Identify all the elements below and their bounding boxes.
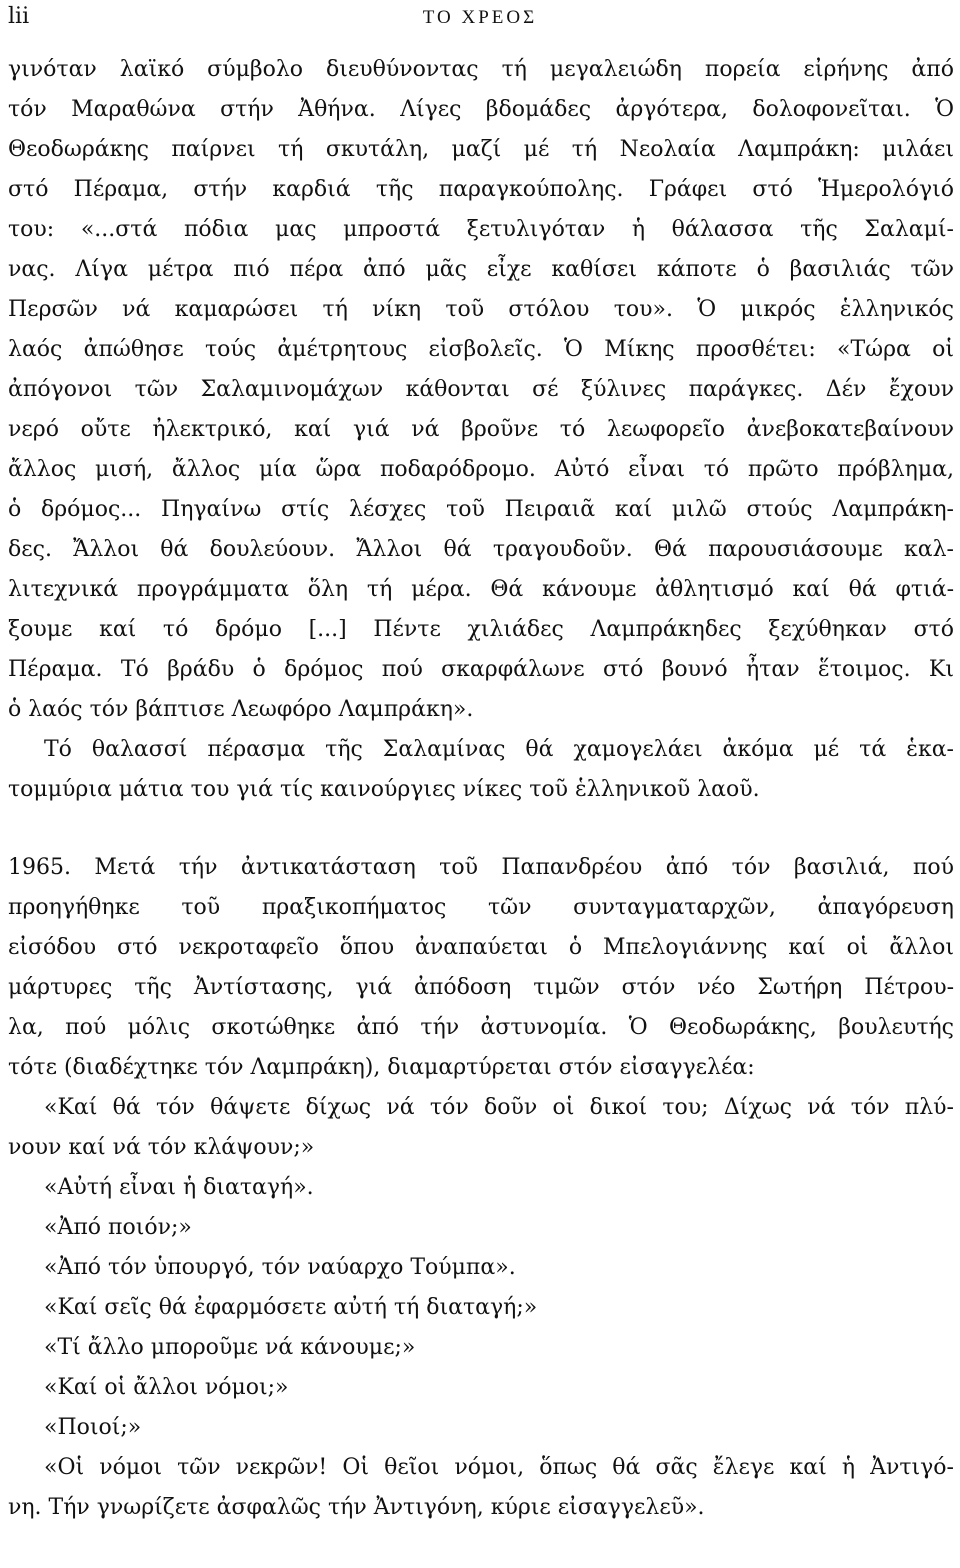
page-number: lii: [8, 4, 30, 29]
dialogue-line: [8, 1328, 954, 1368]
text-line: Θεοδωράκης παίρνει τή σκυτάλη, μαζί μέ τή Νεολαία Λαμπράκη: μιλάει: [8, 137, 954, 162]
dialogue-line: [8, 1288, 954, 1328]
dialogue-line: [8, 1448, 954, 1528]
text-line: τόν Μαραθώνα στήν Ἀθήνα. Λίγες βδομάδες ἀργότερα, δολοφονεῖται. Ὁ: [8, 97, 954, 122]
text-line: νουν καί νά τόν κλάψουν;»: [8, 1135, 315, 1160]
text-line: ὁ δρόμος... Πηγαίνω στίς λέσχες τοῦ Πειραιᾶ καί μιλῶ στούς Λαμπράκη-: [8, 497, 954, 522]
section-break: [8, 810, 954, 848]
paragraph: [8, 50, 954, 730]
text-line: «Αὐτή εἶναι ἡ διαταγή».: [44, 1175, 314, 1200]
text-line: νερό οὔτε ἠλεκτρικό, καί γιά νά βροῦνε τό λεωφορεῖο ἀνεβοκατεβαίνουν: [8, 417, 954, 442]
text-line: Πέραμα. Τό βράδυ ὁ δρόμος πού σκαρφάλωνε στό βουνό ἦταν ἕτοιμος. Κι: [8, 657, 954, 682]
text-line: προηγήθηκε τοῦ πραξικοπήματος τῶν συνταγματαρχῶν, ἀπαγόρευση: [8, 895, 954, 920]
text-line: Περσῶν νά καμαρώσει τή νίκη τοῦ στόλου του». Ὁ μικρός ἑλληνικός: [8, 297, 954, 322]
text-line: γινόταν λαϊκό σύμβολο διευθύνοντας τή μεγαλειώδη πορεία εἰρήνης ἀπό: [8, 57, 954, 82]
text-line: «Καί οἱ ἄλλοι νόμοι;»: [44, 1375, 289, 1400]
dialogue-line: [8, 1088, 954, 1168]
text-line: δες. Ἄλλοι θά δουλεύουν. Ἄλλοι θά τραγουδοῦν. Θά παρουσιάσουμε καλ-: [8, 537, 954, 562]
text-line: λιτεχνικά προγράμματα ὅλη τή μέρα. Θά κάνουμε ἀθλητισμό καί θά φτιά-: [8, 577, 954, 602]
running-title: ΤΟ ΧΡΕΟΣ: [422, 7, 538, 28]
text-line: «Ποιοί;»: [44, 1415, 142, 1440]
running-head: [8, 4, 952, 34]
text-line: Τό θαλασσί πέρασμα τῆς Σαλαμίνας θά χαμογελάει ἀκόμα μέ τά ἑκα-: [44, 737, 954, 762]
dialogue-line: [8, 1408, 954, 1448]
text-line: ἄλλος μισή, ἄλλος μία ὥρα ποδαρόδρομο. Αὐτό εἶναι τό πρῶτο πρόβλημα,: [8, 457, 954, 482]
text-line: «Ἀπό ποιόν;»: [44, 1215, 192, 1240]
text-line: ὁ λαός τόν βάπτισε Λεωφόρο Λαμπράκη».: [8, 697, 474, 722]
text-line: λα, πού μόλις σκοτώθηκε ἀπό τήν ἀστυνομία. Ὁ Θεοδωράκης, βουλευτής: [8, 1015, 954, 1040]
paragraph: [8, 730, 954, 810]
text-line: «Καί σεῖς θά ἐφαρμόσετε αὐτή τή διαταγή;»: [44, 1295, 538, 1320]
text-line: «Καί θά τόν θάψετε δίχως νά τόν δοῦν οἱ δικοί του; Δίχως νά τόν πλύ-: [44, 1095, 954, 1120]
text-line: 1965. Μετά τήν ἀντικατάσταση τοῦ Παπανδρέου ἀπό τόν βασιλιά, πού: [8, 855, 954, 880]
text-line: «Τί ἄλλο μποροῦμε νά κάνουμε;»: [44, 1335, 416, 1360]
text-line: «Οἱ νόμοι τῶν νεκρῶν! Οἱ θεῖοι νόμοι, ὅπως θά σᾶς ἔλεγε καί ἡ Ἀντιγό-: [44, 1455, 954, 1480]
text-line: λαός ἀπώθησε τούς ἀμέτρητους εἰσβολεῖς. Ὁ Μίκης προσθέτει: «Τώρα οἱ: [8, 337, 954, 362]
text-line: ἀπόγονοι τῶν Σαλαμινομάχων κάθονται σέ ξύλινες παράγκες. Δέν ἔχουν: [8, 377, 954, 402]
text-line: εἰσόδου στό νεκροταφεῖο ὅπου ἀναπαύεται ὁ Μπελογιάννης καί οἱ ἄλλοι: [8, 935, 954, 960]
text-line: τότε (διαδέχτηκε τόν Λαμπράκη), διαμαρτύρεται στόν εἰσαγγελέα:: [8, 1055, 755, 1080]
dialogue-line: [8, 1208, 954, 1248]
dialogue-line: [8, 1168, 954, 1208]
dialogue-line: [8, 1368, 954, 1408]
dialogue-line: [8, 1248, 954, 1288]
text-line: «Ἀπό τόν ὑπουργό, τόν ναύαρχο Τούμπα».: [44, 1255, 516, 1280]
text-line: τομμύρια μάτια του γιά τίς καινούργιες νίκες τοῦ ἑλληνικοῦ λαοῦ.: [8, 777, 760, 802]
paragraph: [8, 848, 954, 1088]
text-line: ξουμε καί τό δρόμο [...] Πέντε χιλιάδες Λαμπράκηδες ξεχύθηκαν στό: [8, 617, 954, 642]
text-line: στό Πέραμα, στήν καρδιά τῆς παραγκούπολης. Γράφει στό Ἡμερολόγιό: [8, 177, 954, 202]
text-line: του: «...στά πόδια μας μπροστά ξετυλιγόταν ἡ θάλασσα τῆς Σαλαμί-: [8, 217, 954, 242]
body-text: [8, 50, 954, 1528]
text-line: μάρτυρες τῆς Ἀντίστασης, γιά ἀπόδοση τιμῶν στόν νέο Σωτήρη Πέτρου-: [8, 975, 954, 1000]
text-line: νας. Λίγα μέτρα πιό πέρα ἀπό μᾶς εἶχε καθίσει κάποτε ὁ βασιλιάς τῶν: [8, 257, 954, 282]
text-line: νη. Τήν γνωρίζετε ἀσφαλῶς τήν Ἀντιγόνη, κύριε εἰσαγγελεῦ».: [8, 1495, 705, 1520]
